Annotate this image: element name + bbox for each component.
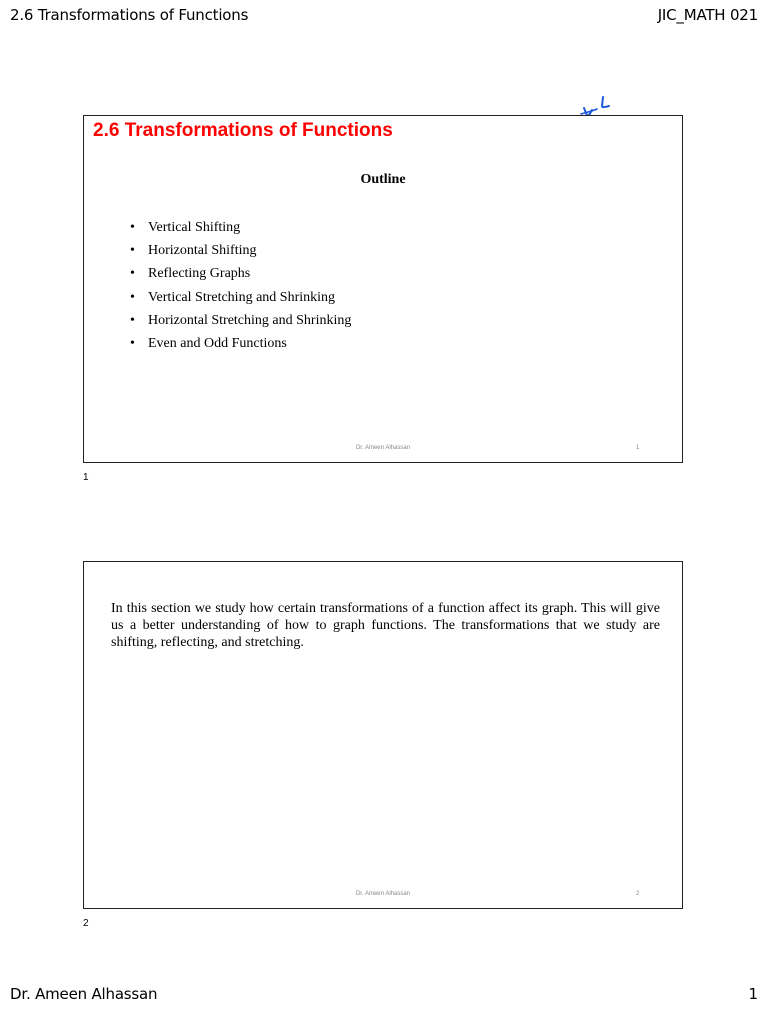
bullet-icon: • bbox=[130, 266, 135, 282]
slide-title: 2.6 Transformations of Functions bbox=[93, 120, 393, 141]
list-item bbox=[130, 239, 351, 262]
slide-footer-author: Dr. Ameen Alhassan bbox=[355, 445, 411, 451]
list-item-label: Even and Odd Functions bbox=[148, 335, 287, 351]
list-item-label: Horizontal Stretching and Shrinking bbox=[148, 312, 352, 328]
page-header-course: JIC_MATH 021 bbox=[657, 6, 758, 24]
list-item bbox=[130, 262, 351, 285]
list-item-label: Vertical Shifting bbox=[148, 220, 241, 235]
slide-index: 1 bbox=[83, 472, 89, 483]
bullet-icon: • bbox=[130, 289, 135, 305]
list-item-label: Reflecting Graphs bbox=[148, 266, 251, 282]
bullet-icon: • bbox=[130, 335, 135, 351]
slide-subtitle: Outline bbox=[360, 172, 406, 187]
page-header-title: 2.6 Transformations of Functions bbox=[10, 6, 249, 24]
list-item bbox=[130, 332, 351, 355]
list-item bbox=[130, 286, 351, 309]
page-footer-author: Dr. Ameen Alhassan bbox=[10, 985, 158, 1003]
slide-footer-number: 2 bbox=[636, 891, 640, 897]
slide-1 bbox=[83, 115, 683, 463]
list-item bbox=[130, 309, 351, 332]
outline-list bbox=[130, 216, 351, 355]
slide-index: 2 bbox=[83, 918, 89, 929]
list-item-label: Vertical Stretching and Shrinking bbox=[148, 289, 336, 305]
bullet-icon: • bbox=[130, 243, 135, 259]
list-item-label: Horizontal Shifting bbox=[148, 243, 257, 259]
slide-body-text: In this section we study how certain transformations of a function affect its graph. This will give us a better understanding of how to graph functions. The transformations that we study are shifting, reflecting, and stretching. bbox=[111, 601, 660, 650]
bullet-icon: • bbox=[130, 312, 135, 328]
list-item bbox=[130, 216, 351, 239]
slide-2 bbox=[83, 561, 683, 909]
page-number: 1 bbox=[748, 985, 758, 1003]
slide-footer-author: Dr. Ameen Alhassan bbox=[355, 891, 411, 897]
slide-footer-number: 1 bbox=[636, 445, 640, 451]
bullet-icon: • bbox=[130, 220, 135, 235]
